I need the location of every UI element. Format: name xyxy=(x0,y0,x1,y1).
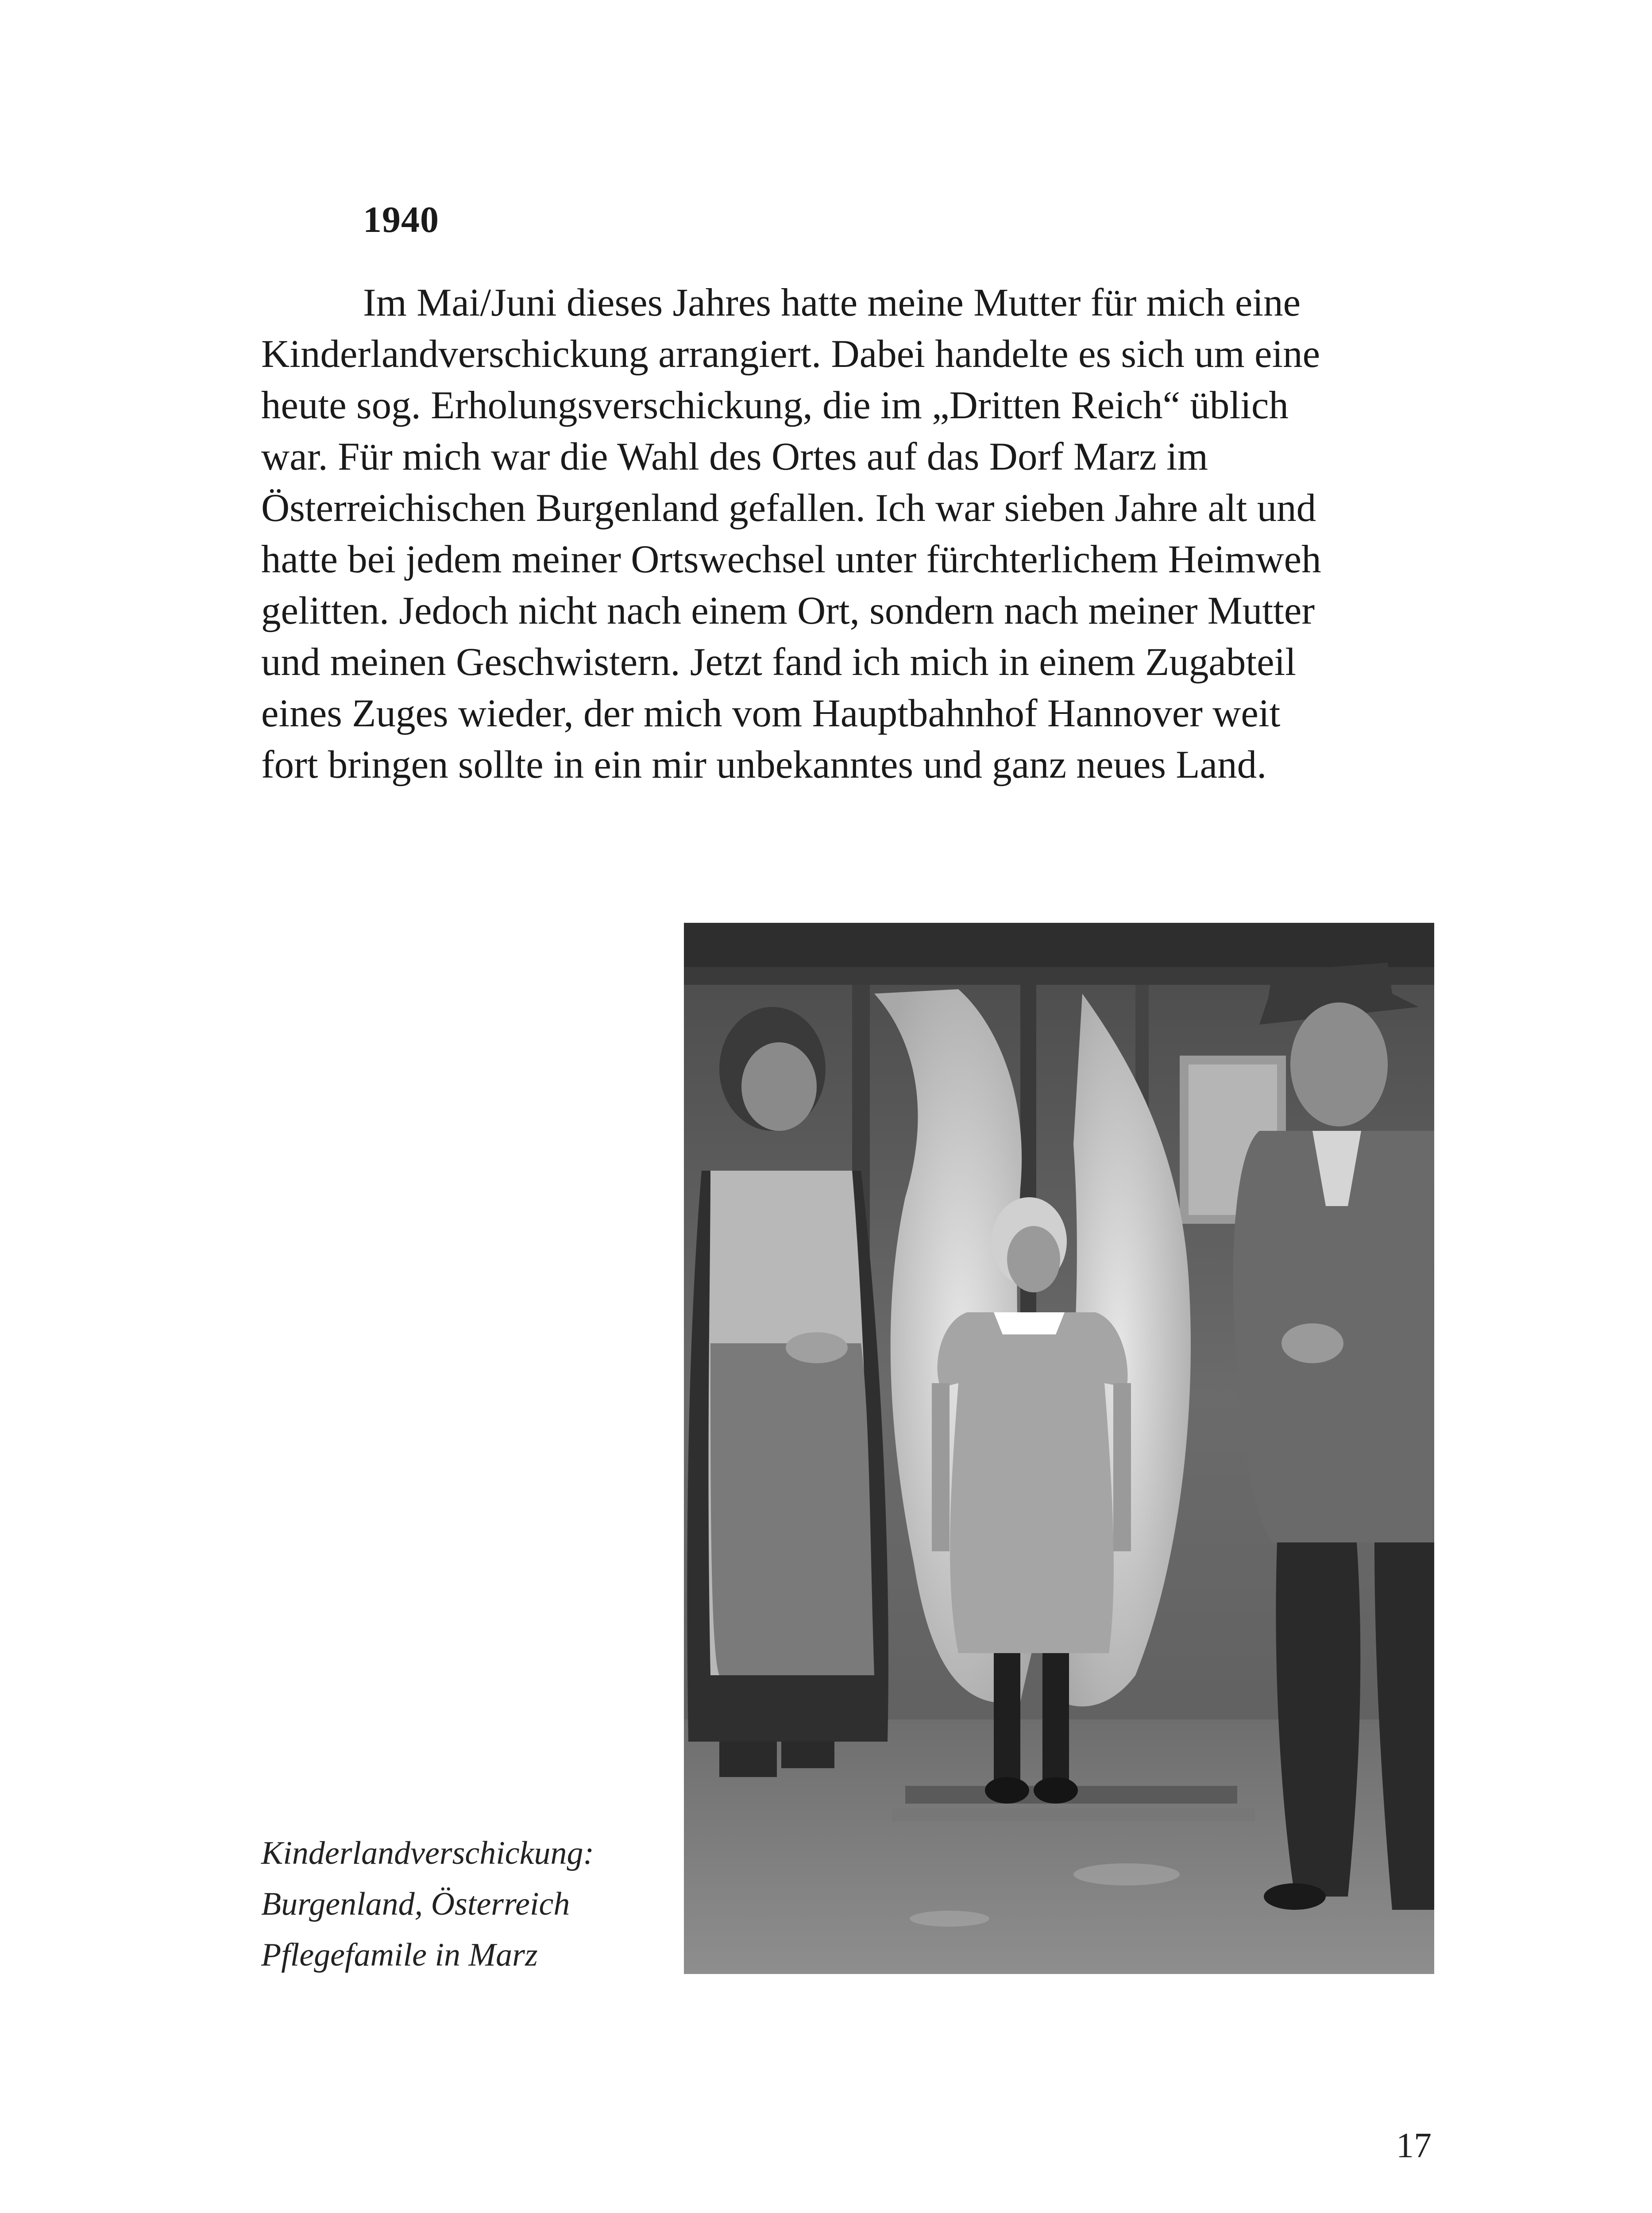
page-number: 17 xyxy=(1396,2126,1432,2165)
paragraph-line: eines Zuges wieder, der mich vom Hauptbahnhof Hannover weit xyxy=(261,692,1281,735)
caption-line: Burgenland, Österreich xyxy=(261,1886,570,1922)
paragraph-line: gelitten. Jedoch nicht nach einem Ort, sondern nach meiner Mutter xyxy=(261,589,1315,632)
paragraph-line: heute sog. Erholungsverschickung, die im „Dritten Reich“ üblich xyxy=(261,384,1289,427)
photo-caption xyxy=(261,1828,594,1981)
paragraph-line: und meinen Geschwistern. Jetzt fand ich mich in einem Zugabteil xyxy=(261,640,1297,684)
paragraph-line: Kinderlandverschickung arrangiert. Dabei handelte es sich um eine xyxy=(261,332,1320,376)
photo-illustration xyxy=(684,923,1434,1974)
caption-line: Pflegefamile in Marz xyxy=(261,1937,538,1973)
family-photograph xyxy=(684,923,1434,1974)
paragraph-line: hatte bei jedem meiner Ortswechsel unter fürchterlichem Heimweh xyxy=(261,538,1321,581)
caption-line: Kinderlandverschickung: xyxy=(261,1835,594,1871)
section-year-heading: 1940 xyxy=(363,199,439,240)
paragraph-line: Im Mai/Juni dieses Jahres hatte meine Mutter für mich eine xyxy=(363,281,1301,324)
body-paragraph xyxy=(261,277,1501,790)
paragraph-line: war. Für mich war die Wahl des Ortes auf das Dorf Marz im xyxy=(261,435,1208,478)
paragraph-line: Österreichischen Burgenland gefallen. Ich war sieben Jahre alt und xyxy=(261,486,1316,530)
paragraph-line: fort bringen sollte in ein mir unbekanntes und ganz neues Land. xyxy=(261,743,1267,787)
